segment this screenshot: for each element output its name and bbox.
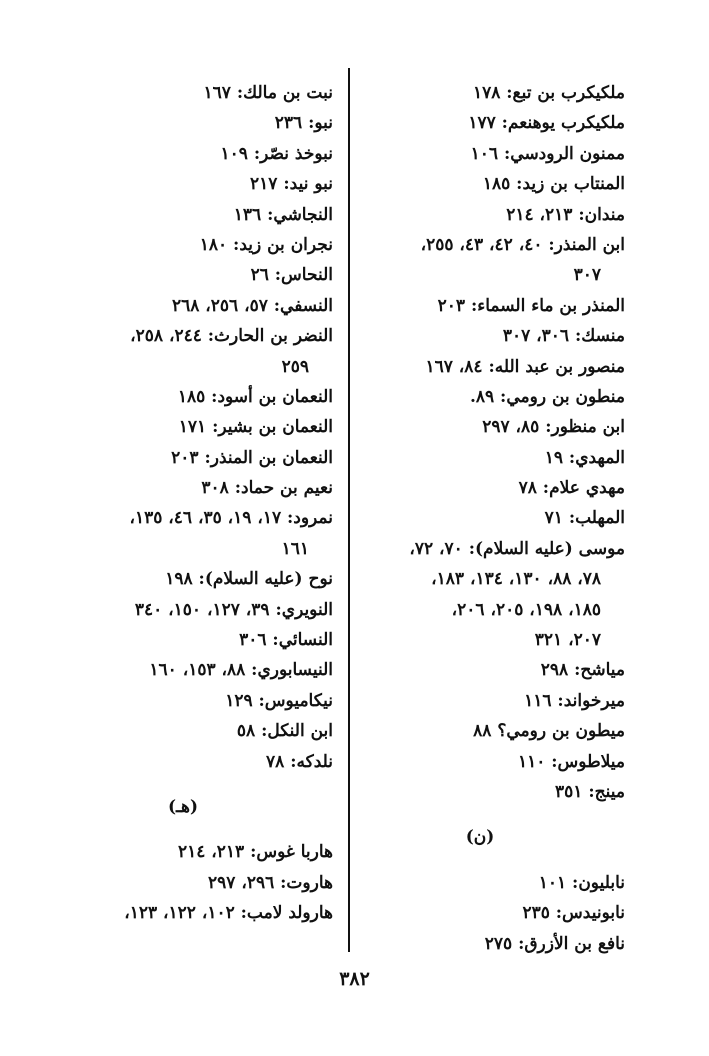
index-entry: ملكيكرب بن تبع: ١٧٨ [472, 83, 625, 103]
index-entry: مياشح: ٢٩٨ [540, 660, 625, 681]
index-entry: نجران بن زيد: ١٨٠ [199, 234, 333, 255]
index-entry: النيسابوري: ٨٨، ١٥٣، ١٦٠ [149, 660, 333, 681]
index-entry: نافع بن الأزرق: ٢٧٥ [484, 933, 625, 954]
index-entry: نابونيدس: ٢٣٥ [522, 903, 625, 924]
index-entry: المهلب: ٧١ [544, 508, 625, 529]
index-entry-continuation: ٢٥٩ [281, 356, 309, 377]
index-entry: ميرخواند: ١١٦ [524, 690, 625, 711]
section-spacer [335, 807, 625, 822]
index-entry-continuation: ٢٠٧، ٣٢١ [534, 630, 601, 651]
index-entry: النسائي: ٣٠٦ [239, 630, 333, 651]
index-entry: ملكيكرب يوهنعم: ١٧٧ [468, 113, 625, 134]
index-entry-continuation: ٣٠٧ [573, 265, 601, 286]
index-entry: ممنون الرودسي: ١٠٦ [470, 143, 625, 164]
index-entry: المهدي: ١٩ [544, 447, 625, 468]
index-entry: النجاشي: ١٣٦ [233, 204, 333, 225]
page-number: ٣٨٢ [339, 968, 370, 990]
index-entry-continuation: ١٨٥، ١٩٨، ٢٠٥، ٢٠٦، [451, 599, 601, 620]
index-entry: ابن المنذر: ٤٠، ٤٢، ٤٣، ٢٥٥، [420, 234, 625, 255]
index-entry: نبت بن مالك: ١٦٧ [203, 83, 333, 103]
index-entry: ابن النكل: ٥٨ [236, 721, 333, 742]
index-entry: منطون بن رومي: ٨٩. [469, 386, 625, 407]
index-column-left [33, 78, 333, 929]
section-heading: (ن) [465, 827, 495, 848]
index-entry: ابن منظور: ٨٥، ٢٩٧ [482, 417, 625, 438]
index-entry: النعمان بن بشير: ١٧١ [178, 417, 333, 438]
index-entry: النعمان بن أسود: ١٨٥ [177, 386, 333, 407]
index-entry: نابليون: ١٠١ [538, 872, 625, 893]
index-entry: نبوخذ نصّر: ١٠٩ [220, 143, 333, 164]
index-entry: النضر بن الحارث: ٢٤٤، ٢٥٨، [130, 326, 333, 347]
column-divider [348, 68, 350, 952]
index-entry: منسك: ٣٠٦، ٣٠٧ [502, 326, 625, 347]
index-entry: النعمان بن المنذر: ٢٠٣ [171, 447, 333, 468]
index-entry: النحاس: ٢٦ [250, 265, 333, 286]
index-entry: نبو: ٢٣٦ [274, 113, 333, 134]
index-entry: هاربا غوس: ٢١٣، ٢١٤ [177, 842, 333, 863]
index-entry: ميلاطوس: ١١٠ [517, 751, 625, 772]
index-entry-continuation: ١٦١ [281, 538, 309, 559]
index-entry: نعيم بن حماد: ٣٠٨ [201, 478, 333, 499]
index-entry: منصور بن عبد الله: ٨٤، ١٦٧ [425, 356, 625, 377]
index-entry: المنذر بن ماء السماء: ٢٠٣ [437, 295, 625, 316]
index-entry: نلدكه: ٧٨ [266, 751, 333, 772]
section-spacer [33, 777, 333, 792]
section-spacer [335, 853, 625, 868]
index-entry: نيكاميوس: ١٢٩ [225, 690, 333, 711]
index-entry: النسفي: ٥٧، ٢٥٦، ٢٦٨ [171, 295, 333, 316]
index-entry: هاروت: ٢٩٦، ٢٩٧ [208, 872, 333, 893]
section-heading: (هـ) [167, 796, 199, 817]
index-entry: مهدي علام: ٧٨ [518, 478, 625, 499]
index-entry: موسى (عليه السلام): ٧٠، ٧٢، [409, 538, 625, 559]
index-entry: النويري: ٣٩، ١٢٧، ١٥٠، ٣٤٠ [134, 599, 333, 620]
index-entry: مندان: ٢١٣، ٢١٤ [506, 204, 625, 225]
index-entry: مينج: ٣٥١ [555, 781, 625, 802]
index-entry-continuation: ٧٨، ٨٨، ١٣٠، ١٣٤، ١٨٣، [431, 569, 601, 590]
index-entry: هارولد لامب: ١٠٢، ١٢٢، ١٢٣، [124, 903, 333, 924]
index-entry: ميطون بن رومي؟ ٨٨ [473, 721, 625, 742]
index-column-right [335, 78, 625, 959]
index-entry: نوح (عليه السلام): ١٩٨ [165, 569, 333, 590]
section-spacer [33, 822, 333, 837]
index-entry: المنتاب بن زيد: ١٨٥ [482, 174, 625, 195]
index-entry: نبو نيد: ٢١٧ [250, 174, 333, 195]
index-entry: نمرود: ١٧، ١٩، ٣٥، ٤٦، ١٣٥، [129, 508, 333, 529]
